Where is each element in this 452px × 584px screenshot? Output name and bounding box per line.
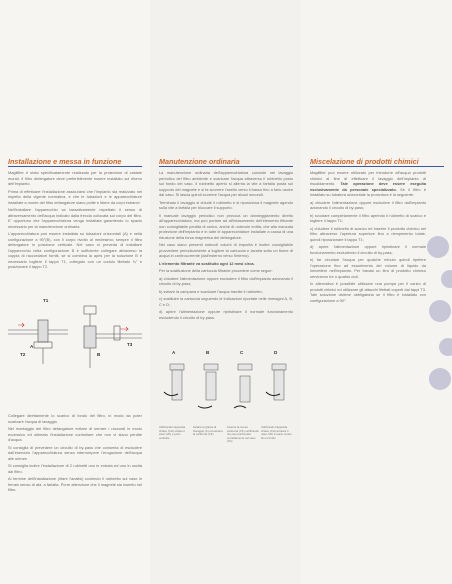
- paragraph: Prima di effettuare l'installazione assicurarsi che l'impianto sia realizzato nel rispetto della vigente normativa, e che le tubazioni e le apparecchiature installate a monte del filtro defangatore siano pulite e libere da corpi estranei.: [8, 188, 142, 205]
- paragraph: L'apparecchiatura può essere installata su tubazioni orizzontali (A) e nella configurazione a 90°(B), con il corpo rivolto al medesimo; sempre il filtro defangatore in posizione verticale. Nel caso si preveda di installare l'apparecchio nella configurazione B è sufficiente collegare attraverso la coppia di raccordatori forniti, se si combina la apris per la soluzione B è necessario togliere il tappo T1, collegato con un codulo filettato ¾" e posizionare il tappo T2.: [8, 231, 142, 269]
- heading-manutenzione: Manutenzione ordinaria: [159, 157, 240, 166]
- paragraph: Al termine dell'installazione (rifare l'analisi) svolendo il rubinetto sul vaso in ferrain senso di ata. a farlalta. Porre attenzione che il magnete sia inserito nel filtro.: [8, 476, 142, 492]
- manutenzione-text: [159, 170, 293, 322]
- dot: [441, 270, 452, 288]
- paragraph: Nell'installare l'apparecchio va tassativamente rispettato il senso di attraversamento dell'acqua indicato dalla freccia collocata sul corpo del filtro. E' opportuno che l'apparecchiatura venga installata garantendo lo spazio necessario per la manutenzione ordinaria.: [8, 207, 142, 229]
- label-b: B: [97, 352, 101, 357]
- dot: [429, 368, 451, 390]
- paragraph: La manutenzione ordinaria dell'apparecchiatura consiste nel lavaggio periodico del filtro ambiente e scaricare l'acqua attraverso il rubinetto posto sul fondo del vaso. Il rubinetto aperto si allenta la vite a farfalla posta sul supporto del magnete e si fa scorrere l'anello verso il basso fino a farlo uscire dal vaso. Si lascia quindi scorrere l'acqua per alcuni secondi.: [159, 170, 293, 197]
- page-installazione: [0, 0, 150, 584]
- fig-label-d: D: [274, 350, 278, 355]
- caption-a: Utilizzando l'apposita chiave (CH) svitare il vaso (VA) e porlo verticale: [159, 425, 186, 440]
- paragraph: Per la sostituzione della cartuccia filtrante procedere come segue:: [159, 268, 273, 273]
- fig-label-a: A: [172, 350, 176, 355]
- paragraph: Magifilter è stato specificatamente realizzato per la protezione di caldaie murali. Il filtro defangatore deve preferibilmente essere installato sul ritorno dell'impianto.: [8, 170, 142, 186]
- heading-miscelazione: Miscelazione di prodotti chimici: [310, 157, 419, 166]
- caption-b: Svitare la ghiera di fissaggio (C) ed estrarre la cartuccia (CF): [193, 425, 223, 437]
- paragraph: Collegare direttamente lo scarico di fondo del filtro, in modo da poter scaricare l'acqua di lavaggio.: [8, 413, 142, 424]
- dot: [439, 338, 452, 356]
- bold-note: L'elemento filtrante va sostituito ogni 12 mesi circa.: [159, 260, 255, 266]
- step-e: e) far circolare l'acqua per qualche minuto quindi ripetere l'operazione fino ad esaurimento del volume di liquido da immettere nell'impianto. Per travasi un litro di prodotto chimico serviranno tre o quattro cicli.: [310, 257, 426, 279]
- page-miscelazione: [301, 0, 452, 584]
- bold-warning: Tale operazione deve essere eseguita esclusivamente da personale specializzato.: [310, 181, 426, 192]
- paragraph: Si consiglia di prevedere un circuito di by-pass che consenta di escludere dall'esercizio l'apparecchiatura senza interrompere l'erogazione dell'acqua alle utenze.: [8, 444, 142, 461]
- label-t3: T3: [127, 342, 133, 347]
- paragraph: a) chiudere l'alimentazione oppure escludere il filtro dall'impianto azionando il circuito di by-pass;: [159, 275, 293, 286]
- installazione-text-lower: [8, 413, 142, 495]
- paragraph: Terminato il lavaggio si chiude il rubinetto e si riposiziona il magnete agendo sulla vite a farfalla per bloccare il supporto.: [159, 199, 293, 210]
- installazione-text: [8, 170, 142, 272]
- fig-label-c: C: [240, 350, 244, 355]
- label-a: A: [30, 344, 34, 349]
- step-a: a) chiudere l'alimentazione oppure escludere il filtro dall'impianto azionando il circuito di by-pass;: [310, 199, 426, 210]
- paragraph: d) aprire l'alimentazione oppure ripristinare il normale funzionamento escludendo il circuito di by-pass.: [159, 309, 293, 320]
- dot: [429, 300, 451, 322]
- page-manutenzione: [150, 0, 301, 584]
- caption-c: Inserire la nuova cartuccia (CF) verificando che sia posizionata correttamente nel vaso (VA): [227, 425, 259, 444]
- paragraph: c) sostituire la cartuccia seguendo le indicazioni riportate nelle immagini A, B, C e D;: [159, 296, 293, 307]
- cartridge-steps-diagram: [158, 356, 294, 418]
- heading-rule: [159, 166, 293, 167]
- label-t1: T1: [43, 298, 49, 303]
- paragraph: Nel caso siano presenti notevoli volumi di impurità è inoltre consigliabile provvedere periodicamente a togliere la cartuccia e lavarla sotto un fiume di acqua in controcorrente (dall'esterno verso l'interno).: [159, 242, 293, 258]
- alternative-note: In alternativa è possibile utilizzare una pompa per il carico di prodotti chimici ed utilizzare gli attacchi filettati coperti dai tappi T3. Tale soluzione diviene obbligatoria se il filtro è installato con configurazione a 90°.: [310, 281, 426, 303]
- dot: [427, 236, 449, 258]
- paragraph: Il manuale lavaggio periodico non provoca un danneggiamento diretto all'apparecchiatura, ma può portare ad all'intasamento dell'elemento filtrante non consigliabile perdita di carico, anche di notevole entità, che alla mancata protezione dell'impianto e in tutte le apparecchiature installate a causa di una riduzione della forza magnetica del defangatore.: [159, 212, 293, 240]
- heading-rule: [310, 166, 444, 167]
- heading-rule: [8, 166, 142, 167]
- step-d: d) aprire l'alimentazione oppure ripristinare il normale funzionamento escludendo il circuito di by-pass;: [310, 244, 426, 255]
- miscelazione-text: [310, 170, 426, 305]
- step-c: c) chiudere il rubinetto di scarico ed inserire il prodotto chimico nel filtro attraverso l'apertura superiore fino a riempimento totale, quindi riposizionare il tappo T1;: [310, 225, 426, 242]
- installation-diagram: [6, 298, 144, 376]
- heading-installazione: Installazione e messa in funzione: [8, 157, 122, 166]
- label-t2: T2: [20, 352, 26, 357]
- caption-d: Utilizzando l'apposita chiave (CH) avvitare il vaso (VA) a mano contro fino a fondo: [261, 425, 292, 440]
- fig-label-b: B: [206, 350, 210, 355]
- paragraph: Nel montaggio del filtro defangatore evitare di serrare i raccordi in modo eccessivo ed ultimata l'installazione controllare che non vi siano perdite d'acqua.: [8, 426, 142, 442]
- paragraph: [310, 170, 426, 198]
- step-b: b) svuotare completamente il filtro aprendo il rubinetto di scarico e togliere il tappo T1;: [310, 212, 426, 223]
- intro: Magifilter può essere utilizzato per introdurre all'acqua prodotti chimici al fine di effettuare il lavaggio dell'impianto di riscaldamento.: [310, 170, 426, 186]
- paragraph: b) svitare la campana e scaricare l'acqua tramite il rubinetto;: [159, 288, 263, 294]
- intro-tail: Se il filtro è installato su tubatura orizzontale la procedura è la seguente:: [310, 186, 426, 197]
- paragraph: Si consiglia inoltre l'installazione di 2 rubinetti uno in entrata ed uno in uscita dal filtro.: [8, 463, 142, 474]
